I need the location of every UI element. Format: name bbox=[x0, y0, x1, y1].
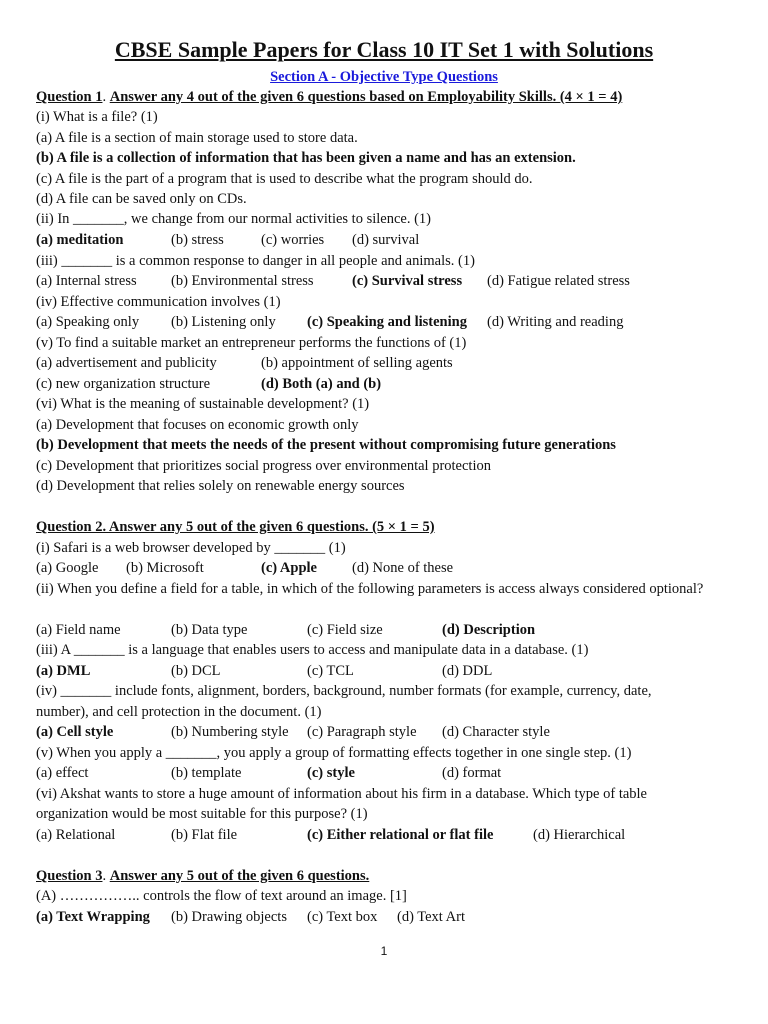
q2-ii-option-a: (a) Field name bbox=[36, 622, 121, 638]
q3-a-option-a-answer: (a) Text Wrapping bbox=[36, 909, 150, 925]
q2-iv-stem-line2: number), and cell protection in the document. (1) bbox=[36, 704, 322, 720]
q3-a-stem: (A) …………….. controls the flow of text around an image. [1] bbox=[36, 888, 407, 904]
q2-vi-option-b: (b) Flat file bbox=[171, 827, 238, 843]
q2-i-option-c-answer: (c) Apple bbox=[261, 560, 317, 576]
q1-heading-text: Answer any 4 out of the given 6 questions based on Employability Skills. (4 × 1 = 4) bbox=[109, 89, 623, 105]
q3-a-options bbox=[36, 907, 736, 927]
q1-i-option-d: (d) A file can be saved only on CDs. bbox=[36, 191, 247, 207]
q2-v-option-b: (b) template bbox=[171, 765, 242, 781]
q1-vi-option-c: (c) Development that prioritizes social progress over environmental protection bbox=[36, 458, 491, 474]
q1-ii-options bbox=[36, 230, 736, 250]
q1-ii-option-b: (b) stress bbox=[171, 232, 224, 248]
q2-iii-option-b: (b) DCL bbox=[171, 663, 221, 679]
q3-heading bbox=[36, 866, 369, 886]
q2-iii-stem: (iii) A _______ is a language that enables users to access and manipulate data in a database. (1) bbox=[36, 642, 589, 658]
q2-vi-options bbox=[36, 825, 736, 845]
q2-i-stem: (i) Safari is a web browser developed by _______ (1) bbox=[36, 540, 346, 556]
q1-ii-stem: (ii) In _______, we change from our normal activities to silence. (1) bbox=[36, 211, 432, 227]
q2-i-options bbox=[36, 558, 736, 578]
q1-v-option-d-answer: (d) Both (a) and (b) bbox=[261, 376, 382, 392]
q2-v-options bbox=[36, 763, 736, 783]
q1-v-option-b: (b) appointment of selling agents bbox=[261, 355, 453, 371]
q1-v-option-a: (a) advertisement and publicity bbox=[36, 355, 217, 371]
q1-ii-option-a-answer: (a) meditation bbox=[36, 232, 124, 248]
q2-iv-stem-line1: (iv) _______ include fonts, alignment, borders, background, number formats (for example, currency, date, bbox=[36, 683, 652, 699]
q1-v-option-c: (c) new organization structure bbox=[36, 376, 211, 392]
q2-v-option-d: (d) format bbox=[442, 765, 502, 781]
q1-iv-option-a: (a) Speaking only bbox=[36, 314, 140, 330]
q2-vi-stem-line2: organization would be most suitable for this purpose? (1) bbox=[36, 806, 368, 822]
q1-i-option-a: (a) A file is a section of main storage used to store data. bbox=[36, 130, 358, 146]
q1-iii-option-a: (a) Internal stress bbox=[36, 273, 137, 289]
q2-vi-stem-line1: (vi) Akshat wants to store a huge amount of information about his firm in a database. Which type of table bbox=[36, 786, 647, 802]
q1-ii-option-c: (c) worries bbox=[261, 232, 325, 248]
q1-vi-option-a: (a) Development that focuses on economic growth only bbox=[36, 417, 359, 433]
q1-vi-option-b-answer: (b) Development that meets the needs of the present without compromising future generations bbox=[36, 437, 616, 453]
q1-iii-options bbox=[36, 271, 736, 291]
q3-a-option-d: (d) Text Art bbox=[397, 909, 465, 925]
q2-ii-option-c: (c) Field size bbox=[307, 622, 383, 638]
page-title: CBSE Sample Papers for Class 10 IT Set 1 with Solutions bbox=[114, 37, 654, 62]
q1-iii-option-d: (d) Fatigue related stress bbox=[487, 273, 630, 289]
q2-iii-option-d: (d) DDL bbox=[442, 663, 493, 679]
q2-v-option-a: (a) effect bbox=[36, 765, 89, 781]
q2-vi-option-a: (a) Relational bbox=[36, 827, 116, 843]
q2-ii-options bbox=[36, 620, 736, 640]
q1-iv-stem: (iv) Effective communication involves (1) bbox=[36, 294, 281, 310]
q2-iv-option-a-answer: (a) Cell style bbox=[36, 724, 114, 740]
q1-i-option-b-answer: (b) A file is a collection of information that has been given a name and has an extension. bbox=[36, 150, 576, 166]
section-a-heading: Section A - Objective Type Questions bbox=[270, 69, 498, 85]
q1-iv-option-c-answer: (c) Speaking and listening bbox=[307, 314, 467, 330]
q2-heading: Question 2. Answer any 5 out of the given 6 questions. (5 × 1 = 5) bbox=[36, 519, 435, 535]
q2-i-option-b: (b) Microsoft bbox=[126, 560, 204, 576]
q2-ii-option-d-answer: (d) Description bbox=[442, 622, 536, 638]
q2-ii-stem: (ii) When you define a field for a table, in which of the following parameters is access always considered optional? bbox=[36, 581, 704, 597]
q2-iv-option-b: (b) Numbering style bbox=[171, 724, 289, 740]
q2-iv-options bbox=[36, 722, 736, 742]
q2-iii-options bbox=[36, 661, 736, 681]
q1-iii-option-c-answer: (c) Survival stress bbox=[352, 273, 463, 289]
q2-i-option-a: (a) Google bbox=[36, 560, 99, 576]
q2-ii-option-b: (b) Data type bbox=[171, 622, 248, 638]
q1-number: Question 1 bbox=[36, 89, 103, 105]
q1-iv-options bbox=[36, 312, 736, 332]
q3-a-option-c: (c) Text box bbox=[307, 909, 378, 925]
q2-iv-option-d: (d) Character style bbox=[442, 724, 550, 740]
q3-number: Question 3 bbox=[36, 868, 103, 884]
q2-vi-option-d: (d) Hierarchical bbox=[533, 827, 626, 843]
q1-ii-option-d: (d) survival bbox=[352, 232, 420, 248]
q1-iii-option-b: (b) Environmental stress bbox=[171, 273, 314, 289]
q2-i-option-d: (d) None of these bbox=[352, 560, 454, 576]
q1-vi-stem: (vi) What is the meaning of sustainable development? (1) bbox=[36, 396, 370, 412]
q1-iv-option-b: (b) Listening only bbox=[171, 314, 276, 330]
q3-sep: . bbox=[102, 868, 110, 884]
page-number: 1 bbox=[380, 944, 388, 958]
q2-v-stem: (v) When you apply a _______, you apply a group of formatting effects together in one single step. (1) bbox=[36, 745, 632, 761]
q2-v-option-c-answer: (c) style bbox=[307, 765, 355, 781]
q2-iii-option-c: (c) TCL bbox=[307, 663, 354, 679]
q1-heading bbox=[36, 87, 622, 107]
q1-sep: . bbox=[102, 89, 107, 105]
q3-a-option-b: (b) Drawing objects bbox=[171, 909, 287, 925]
q1-vi-option-d: (d) Development that relies solely on renewable energy sources bbox=[36, 478, 405, 494]
q1-iv-option-d: (d) Writing and reading bbox=[487, 314, 624, 330]
q2-iii-option-a-answer: (a) DML bbox=[36, 663, 91, 679]
q3-heading-text: Answer any 5 out of the given 6 questions. bbox=[109, 868, 370, 884]
q1-iii-stem: (iii) _______ is a common response to danger in all people and animals. (1) bbox=[36, 253, 475, 269]
q2-iv-option-c: (c) Paragraph style bbox=[307, 724, 417, 740]
q2-vi-option-c-answer: (c) Either relational or flat file bbox=[307, 827, 494, 843]
q1-v-stem: (v) To find a suitable market an entrepreneur performs the functions of (1) bbox=[36, 335, 467, 351]
q1-v-options-row1 bbox=[36, 353, 736, 373]
q1-i-stem: (i) What is a file? (1) bbox=[36, 109, 158, 125]
q1-v-options-row2 bbox=[36, 374, 736, 394]
q1-i-option-c: (c) A file is the part of a program that is used to describe what the program should do. bbox=[36, 171, 533, 187]
